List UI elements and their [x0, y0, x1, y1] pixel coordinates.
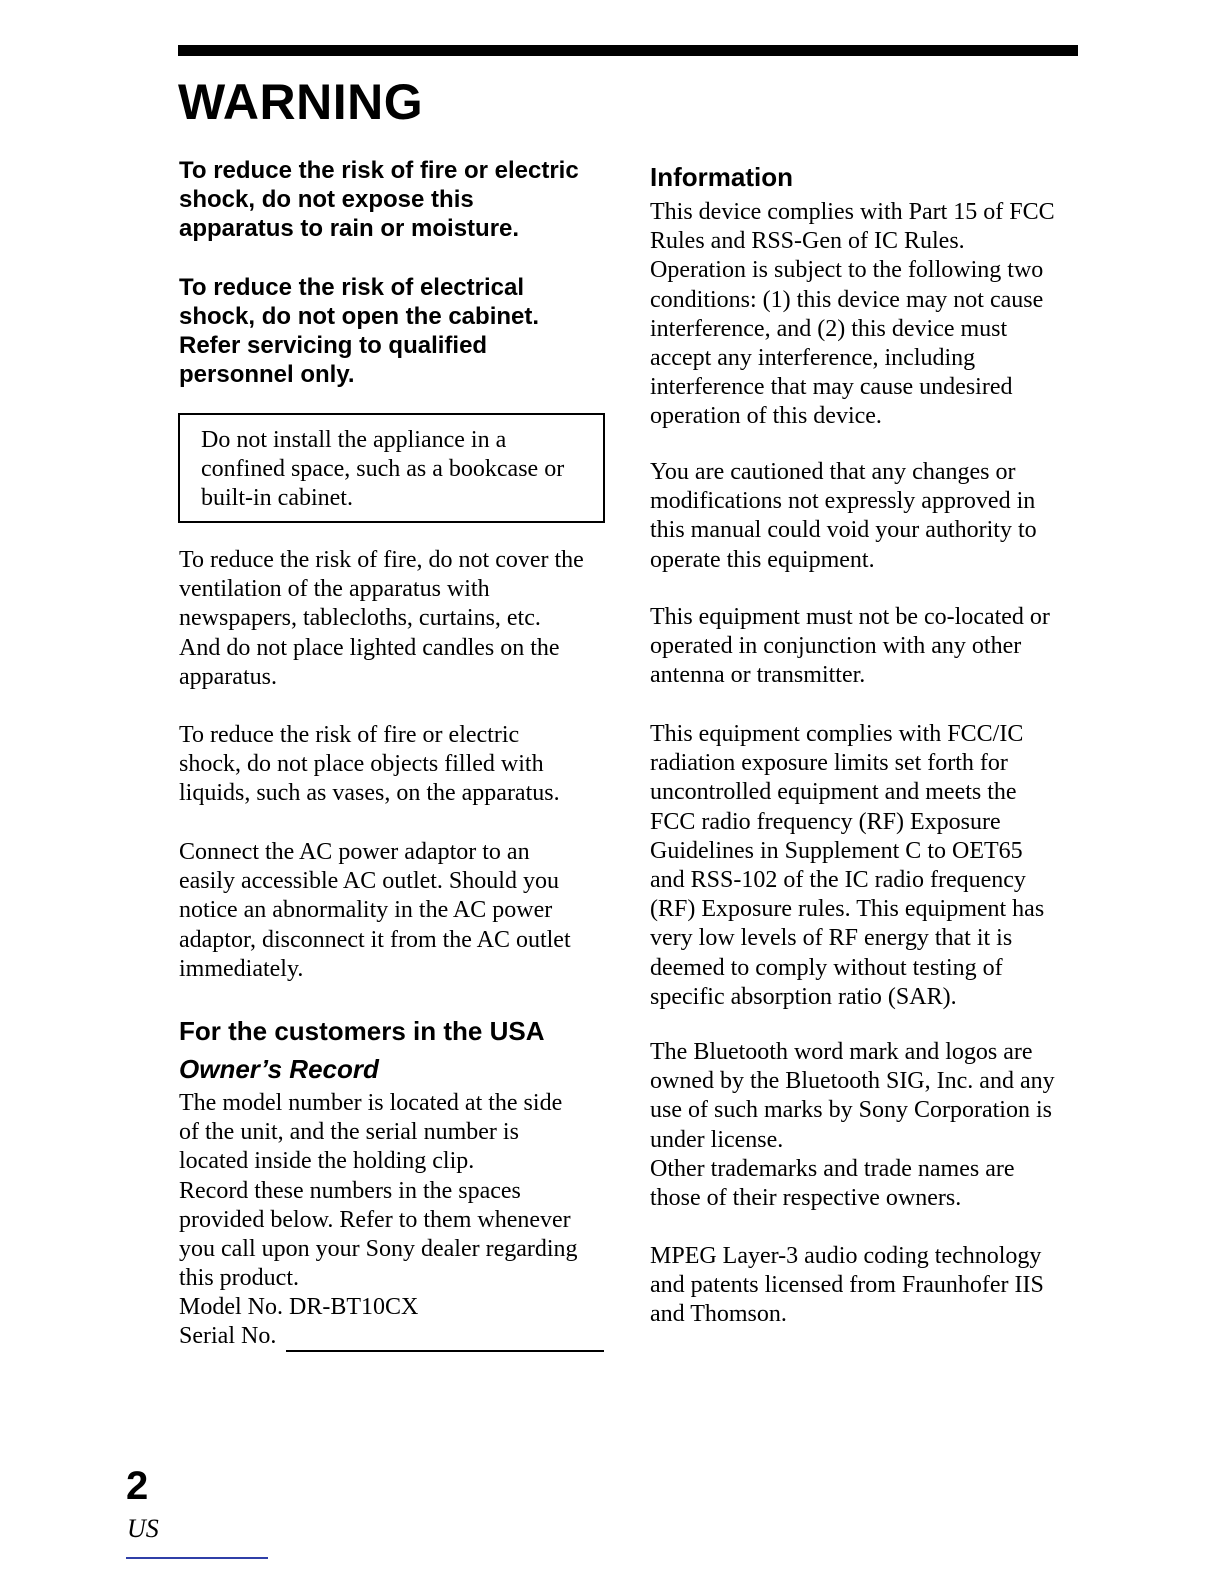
serial-label: Serial No. — [179, 1323, 277, 1349]
usa-customers-heading: For the customers in the USA — [179, 1016, 545, 1046]
modifications-paragraph: You are cautioned that any changes or modifications not expressly approved in this manual could void your authority to operate this equipment. — [650, 459, 1037, 573]
warning-open-cabinet: To reduce the risk of electrical shock, do not open the cabinet. Refer servicing to qualified personnel only. — [179, 274, 540, 388]
boxed-notice — [178, 413, 605, 523]
bluetooth-paragraph: The Bluetooth word mark and logos are owned by the Bluetooth SIG, Inc. and any use of such marks by Sony Corporation is under license. Other trademarks and trade names are those of their respective owners. — [650, 1039, 1055, 1212]
boxed-notice-text: Do not install the appliance in a confined space, such as a bookcase or built-in cabinet. — [201, 427, 565, 512]
page-title: WARNING — [178, 74, 424, 130]
top-rule — [178, 45, 1078, 56]
footer-rule — [126, 1557, 268, 1559]
liquids-paragraph: To reduce the risk of fire or electric shock, do not place objects filled with liquids, such as vases, on the apparatus. — [179, 722, 560, 807]
information-heading: Information — [650, 162, 793, 192]
radiation-paragraph: This equipment complies with FCC/IC radiation exposure limits set forth for uncontrolled equipment and meets the FCC radio frequency (RF) Exposure Guidelines in Supplement C to OET65 and RSS-102 of the IC radio frequency (RF) Exposure rules. This equipment has very low levels of RF energy that it is deemed to comply without testing of specific absorption ratio (SAR). — [650, 721, 1045, 1010]
ventilation-paragraph: To reduce the risk of fire, do not cover the ventilation of the apparatus with newspapers, tablecloths, curtains, etc. And do not place lighted candles on the apparatus. — [179, 547, 584, 690]
mpeg-paragraph: MPEG Layer-3 audio coding technology and patents licensed from Fraunhofer IIS and Thomson. — [650, 1243, 1044, 1328]
ac-adaptor-paragraph: Connect the AC power adaptor to an easily accessible AC outlet. Should you notice an abnormality in the AC power adaptor, disconnect it from the AC outlet immediately. — [179, 839, 571, 982]
region-code: US — [127, 1514, 159, 1543]
owners-record-text: The model number is located at the side of the unit, and the serial number is located inside the holding clip. Record these numbers in the spaces provided below. Refer to them whenever you call upon your Sony dealer regarding this product. Model No. DR-BT10CX — [179, 1090, 578, 1321]
warning-fire-moisture: To reduce the risk of fire or electric shock, do not expose this apparatus to rain or moisture. — [179, 157, 579, 242]
owners-record-heading: Owner’s Record — [179, 1054, 379, 1084]
fcc-compliance-paragraph: This device complies with Part 15 of FCC Rules and RSS-Gen of IC Rules. Operation is subject to the following two conditions: (1) this device may not cause interference, and (2) this device must accept any interference, including interference that may cause undesired operation of this device. — [650, 199, 1055, 430]
serial-number-line — [286, 1350, 604, 1352]
colocation-paragraph: This equipment must not be co-located or operated in conjunction with any other antenna or transmitter. — [650, 604, 1050, 689]
page-number: 2 — [126, 1464, 149, 1508]
